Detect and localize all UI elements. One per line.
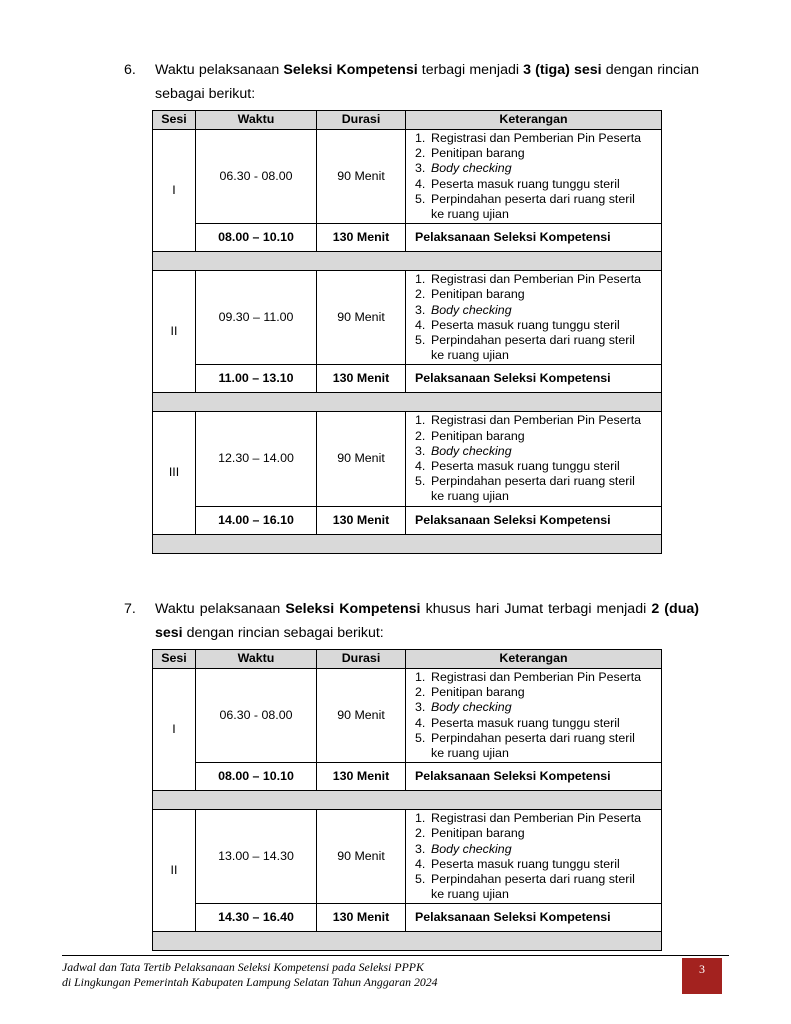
session-prep-row bbox=[153, 810, 662, 904]
session-exam-row bbox=[153, 506, 662, 534]
paragraph-text: Waktu pelaksanaan Seleksi Kompetensi terbagi menjadi 3 (tiga) sesi dengan rincian sebagai berikut: bbox=[155, 62, 699, 102]
prep-activities bbox=[406, 412, 662, 506]
prep-duration: 90 Menit bbox=[317, 130, 406, 224]
session-exam-row bbox=[153, 763, 662, 791]
list-item: 1. Registrasi dan Pemberian Pin Peserta bbox=[415, 413, 642, 428]
session-prep-row bbox=[153, 271, 662, 365]
session-prep-row bbox=[153, 130, 662, 224]
list-item: 3. Body checking bbox=[415, 302, 512, 317]
list-item: 5. Perpindahan peserta dari ruang steril ke ruang ujian bbox=[415, 474, 635, 504]
paragraph-7 bbox=[124, 597, 699, 645]
exam-label: Pelaksanaan Seleksi Kompetensi bbox=[406, 763, 662, 791]
table-header-row bbox=[153, 111, 662, 130]
separator-cell bbox=[153, 393, 662, 412]
prep-duration: 90 Menit bbox=[317, 271, 406, 365]
exam-label: Pelaksanaan Seleksi Kompetensi bbox=[406, 904, 662, 932]
prep-time: 06.30 - 08.00 bbox=[196, 130, 317, 224]
list-item: 3. Body checking bbox=[415, 841, 512, 856]
exam-label: Pelaksanaan Seleksi Kompetensi bbox=[406, 506, 662, 534]
prep-duration: 90 Menit bbox=[317, 412, 406, 506]
header-durasi: Durasi bbox=[317, 111, 406, 130]
paragraph-6 bbox=[124, 58, 699, 106]
list-item: 2. Penitipan barang bbox=[415, 287, 525, 302]
list-item: 1. Registrasi dan Pemberian Pin Peserta bbox=[415, 131, 642, 145]
list-item: 5. Perpindahan peserta dari ruang steril ke ruang ujian bbox=[415, 730, 635, 761]
footer-line-1: Jadwal dan Tata Tertib Pelaksanaan Seleksi Kompetensi pada Seleksi PPPK bbox=[62, 960, 424, 974]
list-item: 5. Perpindahan peserta dari ruang steril ke ruang ujian bbox=[415, 191, 635, 222]
exam-time: 08.00 – 10.10 bbox=[196, 224, 317, 252]
list-item: 2. Penitipan barang bbox=[415, 428, 525, 443]
prep-duration: 90 Menit bbox=[317, 669, 406, 763]
list-item: 2. Penitipan barang bbox=[415, 826, 525, 841]
paragraph-number: 7. bbox=[124, 601, 136, 617]
exam-label: Pelaksanaan Seleksi Kompetensi bbox=[406, 224, 662, 252]
prep-duration: 90 Menit bbox=[317, 810, 406, 904]
header-sesi: Sesi bbox=[153, 111, 196, 130]
exam-duration: 130 Menit bbox=[317, 365, 406, 393]
list-item: 1. Registrasi dan Pemberian Pin Peserta bbox=[415, 272, 642, 287]
footer-line-2: di Lingkungan Pemerintah Kabupaten Lampung Selatan Tahun Anggaran 2024 bbox=[62, 975, 438, 989]
session-number: II bbox=[153, 810, 196, 932]
header-waktu: Waktu bbox=[196, 650, 317, 669]
exam-duration: 130 Menit bbox=[317, 506, 406, 534]
exam-time: 14.30 – 16.40 bbox=[196, 904, 317, 932]
session-separator-row bbox=[153, 534, 662, 553]
session-separator-row bbox=[153, 393, 662, 412]
session-number: I bbox=[153, 130, 196, 252]
header-keterangan: Keterangan bbox=[406, 650, 662, 669]
list-item: 4. Peserta masuk ruang tunggu steril bbox=[415, 459, 620, 474]
session-prep-row bbox=[153, 412, 662, 506]
table-header-row bbox=[153, 650, 662, 669]
prep-activities bbox=[406, 810, 662, 904]
session-number: I bbox=[153, 669, 196, 791]
header-waktu: Waktu bbox=[196, 111, 317, 130]
list-item: 5. Perpindahan peserta dari ruang steril ke ruang ujian bbox=[415, 872, 635, 902]
session-separator-row bbox=[153, 252, 662, 271]
session-separator-row bbox=[153, 791, 662, 810]
schedule-table-friday bbox=[152, 649, 662, 951]
list-item: 3. Body checking bbox=[415, 161, 512, 176]
header-keterangan: Keterangan bbox=[406, 111, 662, 130]
prep-time: 13.00 – 14.30 bbox=[196, 810, 317, 904]
prep-activities bbox=[406, 669, 662, 763]
separator-cell bbox=[153, 791, 662, 810]
session-separator-row bbox=[153, 932, 662, 951]
list-item: 1. Registrasi dan Pemberian Pin Peserta bbox=[415, 670, 642, 684]
session-exam-row bbox=[153, 904, 662, 932]
prep-time: 12.30 – 14.00 bbox=[196, 412, 317, 506]
list-item: 5. Perpindahan peserta dari ruang steril ke ruang ujian bbox=[415, 333, 635, 363]
separator-cell bbox=[153, 932, 662, 951]
list-item: 4. Peserta masuk ruang tunggu steril bbox=[415, 317, 620, 332]
list-item: 4. Peserta masuk ruang tunggu steril bbox=[415, 856, 620, 871]
session-exam-row bbox=[153, 365, 662, 393]
list-item: 4. Peserta masuk ruang tunggu steril bbox=[415, 715, 620, 730]
list-item: 4. Peserta masuk ruang tunggu steril bbox=[415, 176, 620, 191]
list-item: 2. Penitipan barang bbox=[415, 146, 525, 161]
list-item: 2. Penitipan barang bbox=[415, 685, 525, 700]
header-durasi: Durasi bbox=[317, 650, 406, 669]
schedule-table-3-sessions bbox=[152, 110, 662, 554]
separator-cell bbox=[153, 534, 662, 553]
prep-activities bbox=[406, 271, 662, 365]
list-item: 3. Body checking bbox=[415, 700, 512, 715]
prep-time: 06.30 - 08.00 bbox=[196, 669, 317, 763]
paragraph-text: Waktu pelaksanaan Seleksi Kompetensi khusus hari Jumat terbagi menjadi 2 (dua) sesi dengan rincian sebagai berikut: bbox=[155, 601, 699, 641]
list-item: 1. Registrasi dan Pemberian Pin Peserta bbox=[415, 811, 642, 826]
footer-divider bbox=[62, 955, 729, 956]
exam-time: 14.00 – 16.10 bbox=[196, 506, 317, 534]
separator-cell bbox=[153, 252, 662, 271]
prep-activities bbox=[406, 130, 662, 224]
exam-duration: 130 Menit bbox=[317, 904, 406, 932]
session-number: III bbox=[153, 412, 196, 534]
exam-label: Pelaksanaan Seleksi Kompetensi bbox=[406, 365, 662, 393]
prep-time: 09.30 – 11.00 bbox=[196, 271, 317, 365]
exam-duration: 130 Menit bbox=[317, 224, 406, 252]
session-exam-row bbox=[153, 224, 662, 252]
session-number: II bbox=[153, 271, 196, 393]
page-number: 3 bbox=[682, 958, 722, 994]
exam-time: 11.00 – 13.10 bbox=[196, 365, 317, 393]
footer-text bbox=[62, 960, 438, 990]
exam-duration: 130 Menit bbox=[317, 763, 406, 791]
exam-time: 08.00 – 10.10 bbox=[196, 763, 317, 791]
session-prep-row bbox=[153, 669, 662, 763]
paragraph-number: 6. bbox=[124, 62, 136, 78]
header-sesi: Sesi bbox=[153, 650, 196, 669]
list-item: 3. Body checking bbox=[415, 443, 512, 458]
